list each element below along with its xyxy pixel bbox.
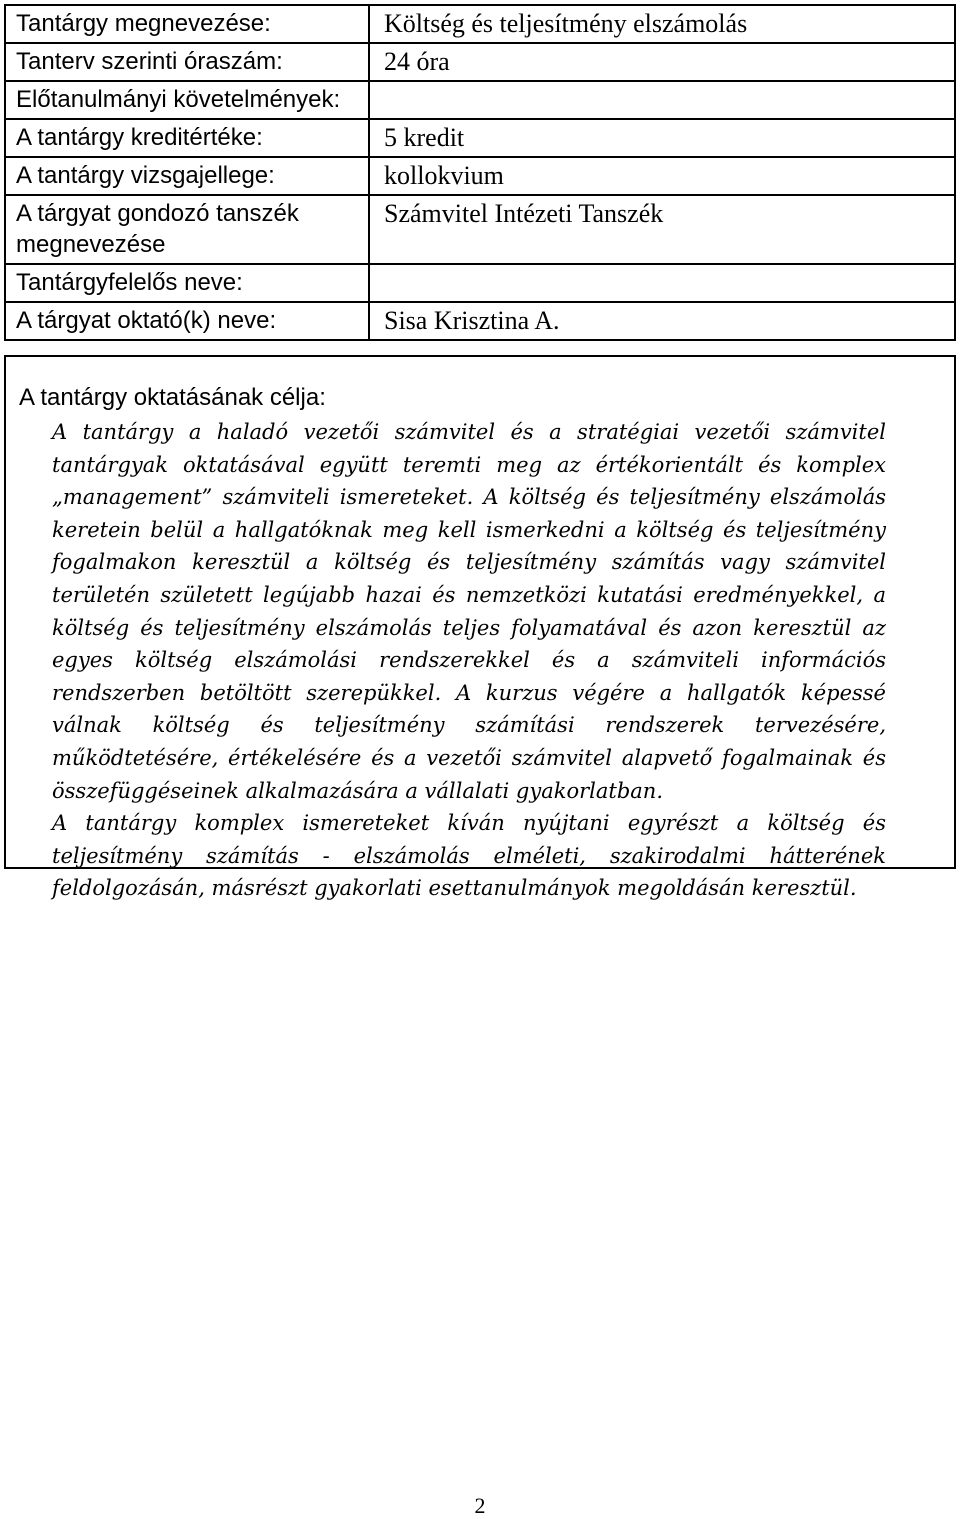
info-label: A tárgyat oktató(k) neve: <box>5 302 369 340</box>
course-goal-heading: A tantárgy oktatásának célja: <box>19 384 326 411</box>
info-value <box>369 81 955 119</box>
info-row-instructors <box>5 302 955 340</box>
info-label: A tárgyat gondozó tanszék megnevezése <box>5 195 369 264</box>
course-goal-paragraph: A tantárgy komplex ismereteket kíván nyújtani egyrészt a költség és teljesítmény számítás - elszámolás elméleti, szakirodalmi hátterének feldolgozásán, másrészt gyakorlati esettanulmányok megoldásán keresztül. <box>52 811 886 901</box>
info-value: Költség és teljesítmény elszámolás <box>369 5 955 43</box>
info-row-department <box>5 195 955 264</box>
info-label: Előtanulmányi követelmények: <box>5 81 369 119</box>
info-row-course-name <box>5 5 955 43</box>
info-label: A tantárgy kreditértéke: <box>5 119 369 157</box>
course-info-table <box>4 4 956 341</box>
info-row-prerequisites <box>5 81 955 119</box>
info-value: kollokvium <box>369 157 955 195</box>
info-value: 5 kredit <box>369 119 955 157</box>
course-goal-section <box>4 355 956 901</box>
info-label: Tantárgyfelelős neve: <box>5 264 369 302</box>
info-label: Tantárgy megnevezése: <box>5 5 369 43</box>
info-label: A tantárgy vizsgajellege: <box>5 157 369 195</box>
info-value: Számvitel Intézeti Tanszék <box>369 195 955 264</box>
info-row-responsible <box>5 264 955 302</box>
info-row-credits <box>5 119 955 157</box>
info-value: 24 óra <box>369 43 955 81</box>
page-number: 2 <box>474 1493 486 1518</box>
info-label: Tanterv szerinti óraszám: <box>5 43 369 81</box>
info-row-hours <box>5 43 955 81</box>
info-row-exam-type <box>5 157 955 195</box>
course-goal-paragraph: A tantárgy a haladó vezetői számvitel és a stratégiai vezetői számvitel tantárgyak oktatásával együtt teremti meg az értékorientált és komplex „management” számviteli ismereteket. A költség és teljesítmény elszámolás keretein belül a hallgatóknak meg kell ismerkedni a költség és teljesítmény fogalmakon keresztül a költség és teljesítmény számítás vagy számvitel területén született legújabb hazai és nemzetközi kutatási eredményekkel, a költség és teljesítmény elszámolás teljes folyamatával és azon keresztül az egyes költség elszámolási rendszerekkel és a számviteli információs rendszerben betöltött szerepükkel. A kurzus végére a hallgatók képessé válnak költség és teljesítmény számítási rendszerek tervezésére, működtetésére, értékelésére és a vezetői számvitel alapvető fogalmainak és összefüggéseinek alkalmazására a vállalati gyakorlatban. <box>52 420 886 803</box>
info-value: Sisa Krisztina A. <box>369 302 955 340</box>
info-value <box>369 264 955 302</box>
